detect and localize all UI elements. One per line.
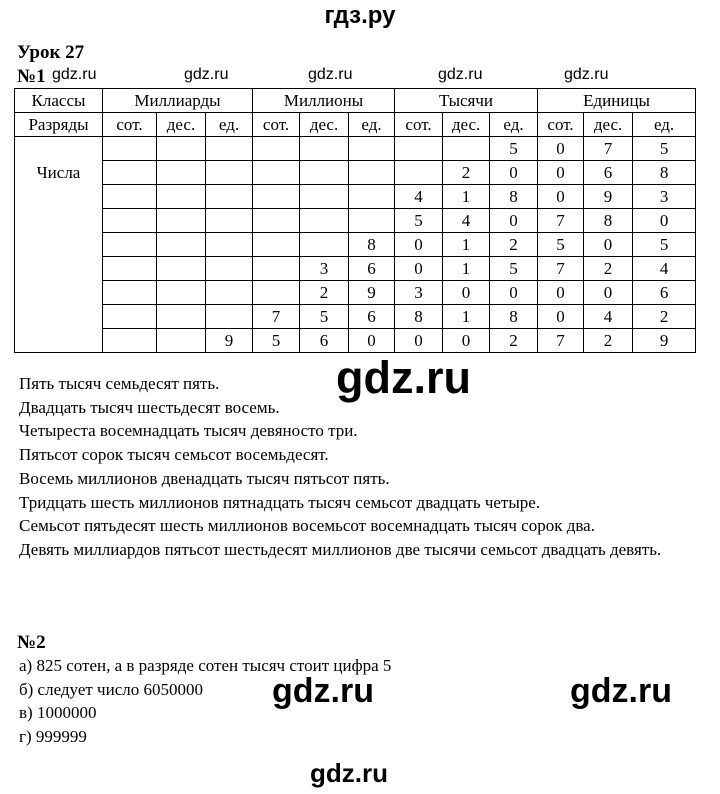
watermark: gdz.ru	[308, 66, 353, 83]
digit-cell	[103, 137, 157, 161]
classes-label: Классы	[15, 89, 103, 113]
digit-cell: 4	[633, 257, 696, 281]
table-row	[15, 281, 696, 305]
digit-cell: 2	[584, 329, 633, 353]
digit-cell: 1	[443, 305, 490, 329]
digit-cell: 7	[584, 137, 633, 161]
rank-header: сот.	[253, 113, 300, 137]
digit-cell	[103, 233, 157, 257]
digit-cell	[253, 257, 300, 281]
digit-cell: 6	[584, 161, 633, 185]
digit-cell: 6	[633, 281, 696, 305]
ranks-label: Разряды	[15, 113, 103, 137]
numbers-label-cell	[15, 329, 103, 353]
rank-header: сот.	[538, 113, 584, 137]
digit-cell	[349, 185, 395, 209]
rank-header: ед.	[633, 113, 696, 137]
numbers-label: Числа	[15, 161, 103, 185]
digit-cell	[253, 185, 300, 209]
digit-cell	[103, 329, 157, 353]
answer-line: а) 825 сотен, а в разряде сотен тысяч стоит цифра 5	[19, 656, 392, 675]
digit-cell	[206, 281, 253, 305]
digit-cell	[103, 209, 157, 233]
watermark: gdz.ru	[184, 66, 229, 83]
digit-cell	[157, 257, 206, 281]
numbers-label-cell	[15, 209, 103, 233]
numbers-label-cell	[15, 257, 103, 281]
digit-cell: 5	[395, 209, 443, 233]
digit-cell: 5	[633, 137, 696, 161]
rank-header: дес.	[300, 113, 349, 137]
rank-header: ед.	[206, 113, 253, 137]
table-row	[15, 257, 696, 281]
digit-cell: 0	[443, 329, 490, 353]
watermark: gdz.ru	[310, 758, 388, 788]
answer-line: в) 1000000	[19, 703, 97, 723]
task1-label: №1	[17, 66, 46, 87]
digit-cell	[157, 329, 206, 353]
digit-cell: 9	[206, 329, 253, 353]
digit-cell	[157, 209, 206, 233]
digit-cell: 5	[490, 257, 538, 281]
digit-cell: 0	[349, 329, 395, 353]
site-header: гдз.ру	[324, 2, 396, 29]
digit-cell: 8	[633, 161, 696, 185]
numbers-label-cell	[15, 185, 103, 209]
digit-cell: 8	[490, 305, 538, 329]
digit-cell	[157, 185, 206, 209]
digit-cell	[206, 257, 253, 281]
digit-cell	[253, 209, 300, 233]
digit-cell	[349, 137, 395, 161]
rank-header: дес.	[443, 113, 490, 137]
digit-cell: 0	[490, 209, 538, 233]
digit-cell	[300, 233, 349, 257]
rank-header: дес.	[584, 113, 633, 137]
digit-cell: 4	[584, 305, 633, 329]
table-row	[15, 137, 696, 161]
watermark: gdz.ru	[336, 352, 471, 403]
watermark: gdz.ru	[438, 66, 483, 83]
digit-cell: 6	[349, 257, 395, 281]
digit-cell: 9	[584, 185, 633, 209]
digit-cell	[395, 161, 443, 185]
watermark: gdz.ru	[52, 66, 97, 83]
digit-cell: 7	[538, 209, 584, 233]
rank-header: сот.	[395, 113, 443, 137]
digit-cell: 5	[490, 137, 538, 161]
table-row	[15, 161, 696, 185]
digit-cell: 9	[349, 281, 395, 305]
digit-cell: 0	[538, 185, 584, 209]
digit-cell: 7	[253, 305, 300, 329]
number-words-line: Тридцать шесть миллионов пятнадцать тысяч семьсот двадцать четыре.	[19, 492, 541, 512]
ranks-row	[15, 113, 696, 137]
lesson-title: Урок 27	[17, 42, 85, 63]
digit-cell	[103, 185, 157, 209]
digit-cell	[157, 161, 206, 185]
rank-header: ед.	[490, 113, 538, 137]
digit-cell: 7	[538, 329, 584, 353]
place-value-table	[14, 88, 696, 353]
watermark: gdz.ru	[570, 672, 672, 710]
rank-header: сот.	[103, 113, 157, 137]
table-row	[15, 233, 696, 257]
digit-cell: 0	[395, 257, 443, 281]
digit-cell: 2	[443, 161, 490, 185]
digit-cell: 0	[395, 329, 443, 353]
digit-cell	[253, 137, 300, 161]
class-header-thousands: Тысячи	[395, 89, 538, 113]
digit-cell: 0	[538, 161, 584, 185]
digit-cell: 4	[395, 185, 443, 209]
number-words-line: Четыреста восемнадцать тысяч девяносто три.	[19, 421, 358, 441]
numbers-label-cell	[15, 281, 103, 305]
number-words-line: Девять миллиардов пятьсот шестьдесят миллионов две тысячи семьсот двадцать девять.	[19, 539, 662, 559]
digit-cell	[206, 185, 253, 209]
digit-cell: 1	[443, 257, 490, 281]
digit-cell	[157, 305, 206, 329]
digit-cell	[157, 233, 206, 257]
watermark: gdz.ru	[564, 66, 609, 83]
digit-cell: 0	[538, 137, 584, 161]
table-row	[15, 305, 696, 329]
digit-cell: 5	[633, 233, 696, 257]
digit-cell	[206, 305, 253, 329]
digit-cell	[206, 161, 253, 185]
number-words-line: Двадцать тысяч шестьдесят восемь.	[19, 397, 280, 417]
digit-cell: 0	[443, 281, 490, 305]
digit-cell: 2	[300, 281, 349, 305]
class-header-millions: Миллионы	[253, 89, 395, 113]
digit-cell: 3	[300, 257, 349, 281]
digit-cell	[253, 233, 300, 257]
digit-cell: 0	[584, 281, 633, 305]
digit-cell	[395, 137, 443, 161]
numbers-label-cell	[15, 305, 103, 329]
digit-cell: 3	[395, 281, 443, 305]
digit-cell: 0	[538, 305, 584, 329]
digit-cell	[443, 137, 490, 161]
digit-cell: 2	[490, 329, 538, 353]
digit-cell: 8	[490, 185, 538, 209]
digit-cell	[103, 281, 157, 305]
digit-cell	[300, 161, 349, 185]
number-words-line: Восемь миллионов двенадцать тысяч пятьсот пять.	[19, 468, 390, 488]
task2-label: №2	[17, 632, 46, 653]
table-row	[15, 329, 696, 353]
answer-line: б) следует число 6050000	[19, 679, 203, 699]
digit-cell: 5	[300, 305, 349, 329]
digit-cell: 5	[253, 329, 300, 353]
digit-cell: 6	[300, 329, 349, 353]
digit-cell: 8	[349, 233, 395, 257]
numbers-label-cell	[15, 233, 103, 257]
digit-cell: 6	[349, 305, 395, 329]
rank-header: дес.	[157, 113, 206, 137]
digit-cell	[206, 137, 253, 161]
number-words-line: Пятьсот сорок тысяч семьсот восемьдесят.	[19, 445, 329, 465]
digit-cell	[103, 305, 157, 329]
digit-cell	[103, 257, 157, 281]
watermark: gdz.ru	[272, 672, 374, 710]
digit-cell: 0	[395, 233, 443, 257]
table-row	[15, 209, 696, 233]
digit-cell: 9	[633, 329, 696, 353]
digit-cell	[349, 161, 395, 185]
answer-line: г) 999999	[19, 727, 87, 747]
digit-cell	[206, 233, 253, 257]
number-words-line: Пять тысяч семьдесят пять.	[19, 374, 220, 393]
digit-cell: 2	[490, 233, 538, 257]
digit-cell	[103, 161, 157, 185]
class-header-units: Единицы	[538, 89, 696, 113]
digit-cell: 0	[584, 233, 633, 257]
classes-row	[15, 89, 696, 113]
digit-cell	[157, 281, 206, 305]
digit-cell: 1	[443, 233, 490, 257]
digit-cell: 2	[584, 257, 633, 281]
digit-cell: 7	[538, 257, 584, 281]
digit-cell: 2	[633, 305, 696, 329]
numbers-label-cell	[15, 137, 103, 161]
digit-cell: 3	[633, 185, 696, 209]
number-words-list	[19, 372, 699, 562]
digit-cell: 8	[395, 305, 443, 329]
digit-cell: 0	[490, 161, 538, 185]
digit-cell	[300, 137, 349, 161]
table-row	[15, 185, 696, 209]
rank-header: ед.	[349, 113, 395, 137]
digit-cell: 0	[490, 281, 538, 305]
digit-cell	[253, 281, 300, 305]
class-header-billions: Миллиарды	[103, 89, 253, 113]
digit-cell	[349, 209, 395, 233]
digit-cell	[253, 161, 300, 185]
digit-cell	[206, 209, 253, 233]
digit-cell	[300, 209, 349, 233]
digit-cell: 8	[584, 209, 633, 233]
digit-cell: 0	[633, 209, 696, 233]
digit-cell: 1	[443, 185, 490, 209]
digit-cell: 5	[538, 233, 584, 257]
digit-cell: 4	[443, 209, 490, 233]
digit-cell: 0	[538, 281, 584, 305]
digit-cell	[300, 185, 349, 209]
number-words-line: Семьсот пятьдесят шесть миллионов восемьсот восемнадцать тысяч сорок два.	[19, 516, 595, 536]
digit-cell	[157, 137, 206, 161]
